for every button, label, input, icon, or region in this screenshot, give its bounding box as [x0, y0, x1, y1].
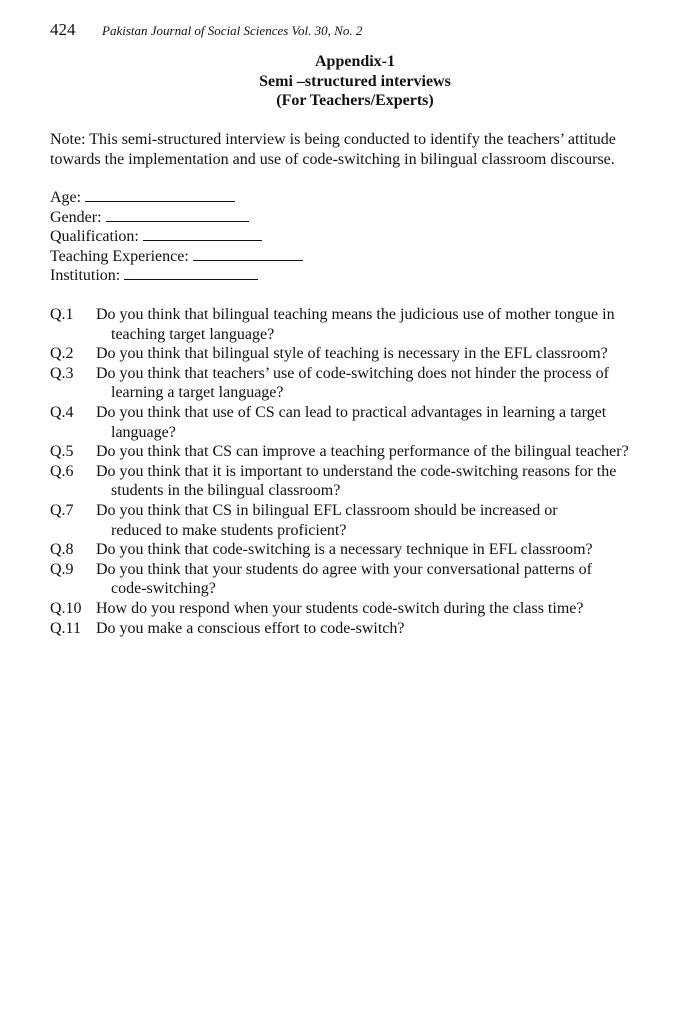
question-text: Do you think that it is important to understand the code-switching reasons for the [96, 462, 617, 480]
question-item [50, 619, 670, 639]
question-item [50, 442, 670, 462]
question-text: Do you think that CS can improve a teaching performance of the bilingual teacher? [96, 443, 629, 461]
question-text: Do you think that code-switching is a necessary technique in EFL classroom? [96, 541, 593, 559]
institution-field [50, 266, 670, 286]
question-number: Q.1 [50, 306, 74, 323]
question-number: Q.4 [50, 403, 74, 421]
qualification-blank-line [143, 228, 262, 241]
question-text-continued: reduced to make students proficient? [111, 521, 347, 539]
appendix-title [50, 52, 660, 111]
question-number: Q.5 [50, 443, 74, 461]
question-text: Do you think that bilingual teaching means the judicious use of mother tongue in [96, 306, 615, 323]
gender-field [50, 208, 670, 228]
journal-title: Pakistan Journal of Social Sciences Vol. 30, No. 2 [102, 23, 363, 38]
experience-label: Teaching Experience: [50, 247, 189, 265]
gender-label: Gender: [50, 208, 102, 226]
question-item [50, 540, 670, 560]
appendix-heading: Semi –structured interviews [259, 72, 451, 90]
question-text: Do you think that bilingual style of teaching is necessary in the EFL classroom? [96, 345, 608, 363]
question-item [50, 403, 670, 442]
appendix-label: Appendix-1 [314, 53, 396, 70]
running-header [50, 20, 670, 44]
question-text-continued: learning a target language? [111, 384, 284, 402]
question-item [50, 501, 670, 540]
question-number: Q.10 [50, 599, 82, 617]
question-number: Q.7 [50, 501, 74, 519]
experience-field [50, 247, 670, 267]
question-number: Q.2 [50, 345, 74, 363]
question-number: Q.3 [50, 364, 74, 382]
question-item [50, 364, 670, 403]
question-list [50, 305, 670, 638]
institution-blank-line [124, 267, 258, 280]
question-text: Do you think that your students do agree with your conversational patterns of [96, 560, 592, 578]
note-paragraph [50, 130, 670, 170]
gender-blank-line [106, 209, 249, 222]
question-text: Do you make a conscious effort to code-switch? [96, 619, 405, 637]
question-number: Q.11 [50, 619, 81, 637]
question-text: Do you think that teachers’ use of code-switching does not hinder the process of [96, 364, 609, 382]
question-number: Q.8 [50, 541, 74, 559]
page-number: 424 [50, 20, 76, 39]
question-number: Q.6 [50, 462, 74, 480]
question-item [50, 560, 670, 599]
note-line-1: Note: This semi-structured interview is being conducted to identify the teachers’ attitude [50, 131, 616, 148]
age-field [50, 188, 670, 208]
respondent-fields [50, 188, 670, 286]
question-item [50, 462, 670, 501]
question-number: Q.9 [50, 560, 74, 578]
appendix-subheading: (For Teachers/Experts) [276, 92, 434, 109]
age-blank-line [85, 189, 235, 202]
question-text: How do you respond when your students code-switch during the class time? [96, 599, 584, 617]
institution-label: Institution: [50, 267, 121, 285]
question-item [50, 599, 670, 619]
note-line-2: towards the implementation and use of code-switching in bilingual classroom discourse. [50, 151, 615, 168]
question-text: Do you think that use of CS can lead to practical advantages in learning a target [96, 403, 607, 421]
question-text-continued: language? [111, 423, 176, 441]
experience-blank-line [193, 248, 303, 261]
question-text-continued: teaching target language? [111, 325, 275, 343]
question-text: Do you think that CS in bilingual EFL classroom should be increased or [96, 501, 558, 519]
question-item [50, 344, 670, 364]
age-label: Age: [50, 189, 82, 206]
question-text-continued: students in the bilingual classroom? [111, 482, 341, 500]
question-text-continued: code-switching? [111, 580, 216, 598]
question-item [50, 305, 670, 344]
qualification-field [50, 227, 670, 247]
qualification-label: Qualification: [50, 228, 139, 246]
